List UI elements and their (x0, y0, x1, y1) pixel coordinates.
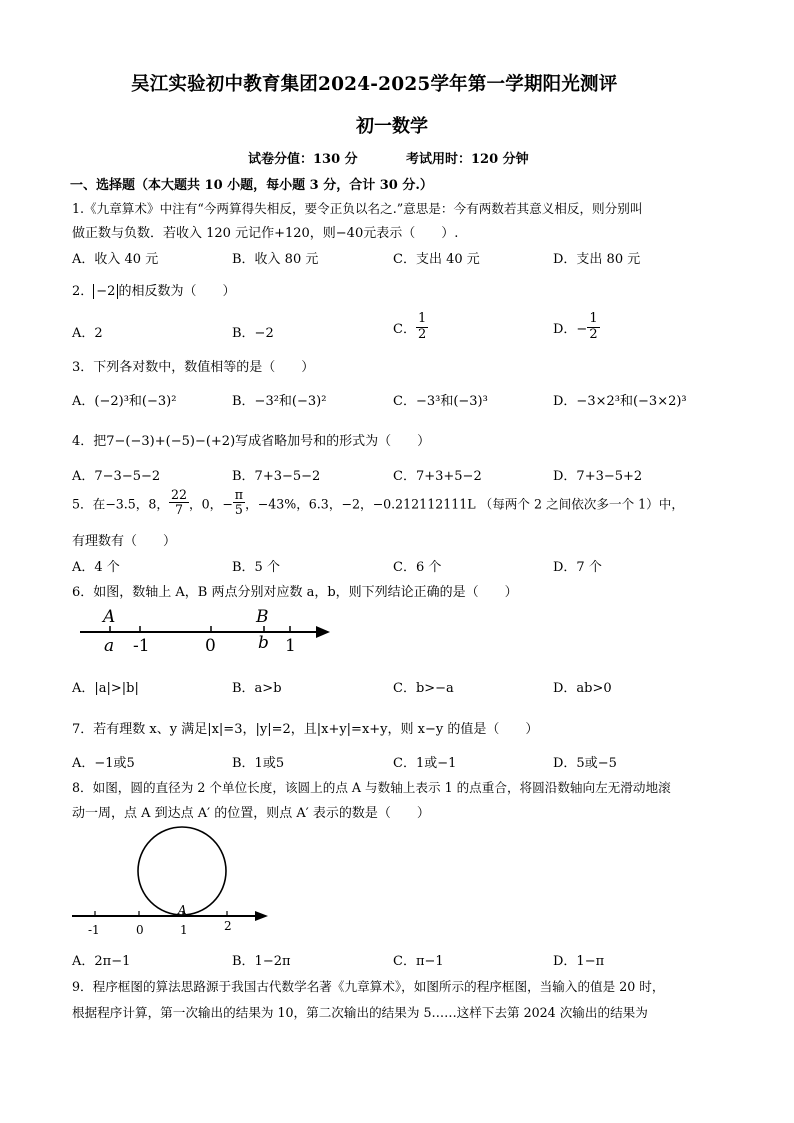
q5-option-c: C．6 个 (393, 560, 442, 575)
q5-stem-line1 (72, 488, 684, 518)
q7-stem: 7．若有理数 x、y 满足|x|=3，|y|=2，且|x+y|=x+y，则 x−y 的值是（ ） (72, 722, 539, 737)
q8-point-a-label: A (178, 903, 187, 917)
q1-option-a: A．收入 40 元 (72, 252, 159, 267)
q2-option-d-fraction: $\frac{1}{2}$ (589, 311, 598, 342)
q3-option-c: C．−3³和(−3)³ (393, 394, 488, 409)
q8-line1: 8．如图，圆的直径为 2 个单位长度，该圆上的点 A 与数轴上表示 1 的点重合，将圆沿数轴向左无滑动地滚 (72, 780, 671, 795)
q5-option-d: D．7 个 (553, 560, 602, 575)
q5-part2: ，0，− (189, 496, 233, 512)
time-info: 考试用时：120 分钟 (406, 152, 529, 167)
q7-option-c: C．1或−1 (393, 756, 457, 771)
q7-option-a: A．−1或5 (72, 756, 135, 771)
q3-stem: 3．下列各对数中，数值相等的是（ ） (72, 360, 315, 375)
q4-option-a: A．7−3−5−2 (72, 469, 161, 484)
q3-option-b: B．−3²和(−3)² (232, 394, 327, 409)
q6-point-a-label: A (103, 607, 116, 627)
q6-tick-0-label: 0 (205, 636, 216, 656)
q6-option-c: C．b>−a (393, 681, 454, 696)
q6-option-a: A．|a|>|b| (72, 681, 139, 696)
q2-option-c-label: C． (393, 321, 416, 337)
q8-option-c: C．π−1 (393, 954, 444, 969)
q8-tick-1-label: 1 (180, 923, 188, 937)
q1-line1: 1.《九章算术》中注有“今两算得失相反，要令正负以名之.”意思是：今有两数若其意义相反，则分别叫 (72, 201, 643, 216)
q4-option-c: C．7+3+5−2 (393, 469, 482, 484)
q4-option-b: B．7+3−5−2 (232, 469, 321, 484)
score-info: 试卷分值：130 分 (248, 152, 358, 167)
q3-option-a: A．(−2)³和(−3)² (72, 394, 177, 409)
q8-circle-figure (70, 826, 275, 944)
q1-option-c: C．支出 40 元 (393, 252, 480, 267)
q5-option-a: A．4 个 (72, 560, 120, 575)
q9-line2: 根据程序计算，第一次输出的结果为 10，第二次输出的结果为 5……这样下去第 2024 次输出的结果为 (72, 1005, 648, 1020)
exam-subject: 初一数学 (356, 116, 428, 137)
q6-stem: 6．如图，数轴上 A，B 两点分别对应数 a，b，则下列结论正确的是（ ） (72, 585, 518, 600)
q4-stem: 4．把7−(−3)+(−5)−(+2)写成省略加号和的形式为（ ） (72, 434, 431, 449)
q6-point-b-label: B (256, 607, 269, 627)
q1-line2: 做正数与负数．若收入 120 元记作+120，则−40元表示（ ）. (72, 226, 459, 241)
q6-axis-arrow (316, 626, 330, 638)
q1-option-d: D．支出 80 元 (553, 252, 641, 267)
q2-option-c-fraction: $\frac{1}{2}$ (417, 311, 427, 342)
q7-option-b: B．1或5 (232, 756, 285, 771)
section-heading: 一、选择题（本大题共 10 小题，每小题 3 分，合计 30 分.） (70, 178, 433, 193)
q3-option-d: D．−3×2³和(−3×2)³ (553, 394, 687, 409)
q5-fraction-pi-5: $\frac{\pi}{5}$ (234, 487, 244, 518)
q8-option-a: A．2π−1 (72, 954, 131, 969)
q5-fraction-22-7: $\frac{22}{7}$ (170, 487, 188, 518)
q2-option-d-label: D．− (553, 321, 588, 337)
q8-tick-2-label: 2 (224, 919, 232, 933)
q8-circle (138, 827, 226, 915)
q8-axis-arrow (255, 911, 268, 921)
q2-abs-expr: −2 (93, 284, 118, 299)
q9-line1: 9．程序框图的算法思路源于我国古代数学名著《九章算术》，如图所示的程序框图，当输入的值是 20 时， (72, 979, 665, 994)
q6-value-a-label: a (104, 636, 115, 656)
q6-option-b: B．a>b (232, 681, 282, 696)
q8-line2: 动一周，点 A 到达点 A′ 的位置，则点 A′ 表示的数是（ ） (72, 806, 430, 821)
q5-part1: 5．在−3.5，8， (72, 496, 169, 512)
q2-option-d (553, 312, 600, 343)
q7-option-d: D．5或−5 (553, 756, 617, 771)
q2-option-a: A．2 (72, 326, 103, 341)
q2-stem (72, 280, 235, 299)
q1-option-b: B．收入 80 元 (232, 252, 319, 267)
q8-tick-0-label: 0 (136, 923, 144, 937)
q8-tick-neg1-label: -1 (88, 923, 100, 937)
q2-text: 的相反数为（ ） (118, 284, 236, 299)
q2-option-c (393, 312, 428, 343)
exam-title: 吴江实验初中教育集团2024-2025学年第一学期阳光测评 (131, 74, 618, 95)
q8-option-b: B．1−2π (232, 954, 291, 969)
q5-option-b: B．5 个 (232, 560, 280, 575)
q5-part3: ，−43%，6.3，−2，−0.212112111L （每两个 2 之间依次多一个 1）中， (245, 496, 684, 512)
q8-option-d: D．1−π (553, 954, 605, 969)
q6-tick-1-label: 1 (285, 636, 296, 656)
q6-value-b-label: b (258, 633, 269, 653)
q6-option-d: D．ab>0 (553, 681, 612, 696)
q2-number: 2． (72, 284, 94, 299)
q4-option-d: D．7+3−5+2 (553, 469, 643, 484)
q6-number-line-figure (78, 602, 338, 658)
q6-tick-neg1-label: -1 (133, 636, 150, 656)
q5-stem-line2: 有理数有（ ） (72, 534, 177, 549)
q2-option-b: B．−2 (232, 326, 274, 341)
